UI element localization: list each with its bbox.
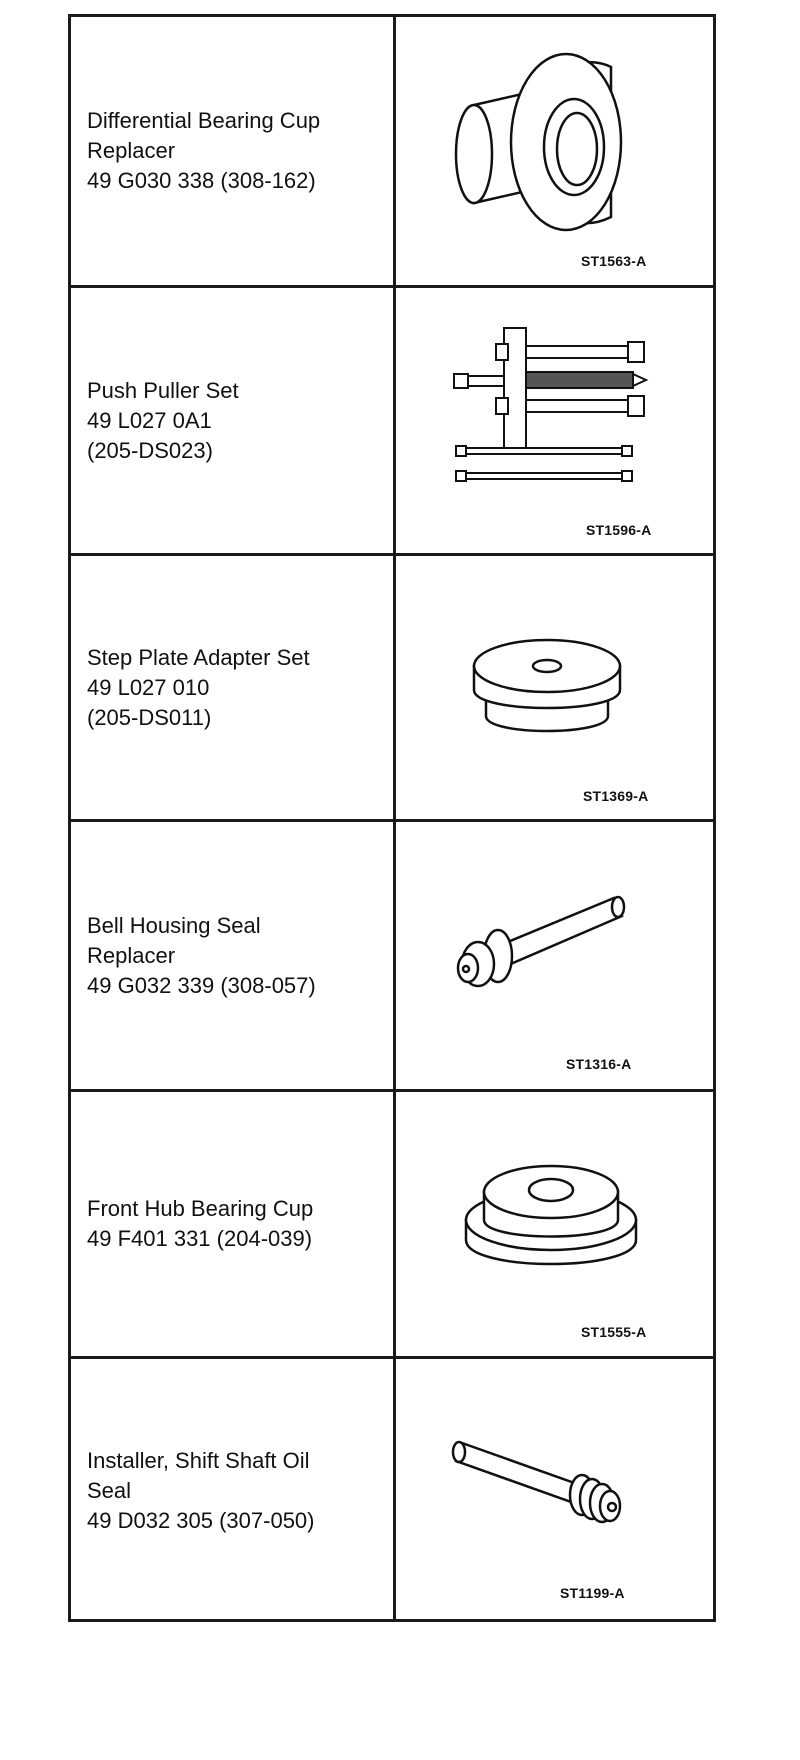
- tool-number: 49 L027 0A1: [87, 407, 212, 433]
- tool-illustration-cell: [396, 822, 713, 1089]
- oil-seal-installer-icon: [396, 1359, 713, 1619]
- tool-description: [87, 911, 316, 1001]
- tool-name-line: Differential Bearing Cup: [87, 108, 321, 133]
- tool-illustration-cell: [396, 1092, 713, 1356]
- tool-name-line: Replacer: [87, 138, 176, 163]
- illustration-code: ST1316-A: [566, 1056, 632, 1072]
- tool-description-cell: [71, 1359, 396, 1622]
- tool-description: [87, 1446, 315, 1536]
- tool-description-cell: [71, 1092, 396, 1356]
- step-plate-adapter-icon: [396, 556, 713, 819]
- tool-number-ref: (205-DS023): [87, 437, 213, 463]
- tool-number-ref: (205-DS011): [87, 704, 212, 730]
- tool-illustration-cell: [396, 1359, 713, 1622]
- hub-bearing-cup-icon: [396, 1092, 713, 1356]
- tool-number: 49 L027 010: [87, 674, 210, 700]
- tool-row: [71, 17, 713, 288]
- tool-description-cell: [71, 17, 396, 285]
- push-puller-set-icon: [396, 288, 713, 553]
- tool-name-line: Step Plate Adapter Set: [87, 644, 310, 670]
- tool-number: 49 G032 339 (308-057): [87, 972, 316, 998]
- tool-illustration-cell: [396, 17, 713, 285]
- tool-illustration-cell: [396, 288, 713, 553]
- tool-number: 49 D032 305 (307-050): [87, 1507, 315, 1533]
- illustration-code: ST1596-A: [586, 522, 652, 538]
- tool-row: [71, 288, 713, 556]
- tool-description: [87, 1194, 313, 1254]
- tool-name-line: Push Puller Set: [87, 377, 239, 403]
- illustration-code: ST1199-A: [560, 1585, 625, 1601]
- tool-row: [71, 556, 713, 822]
- tool-description: [87, 643, 310, 733]
- tool-description: [87, 106, 320, 196]
- special-tools-table: [68, 14, 716, 1622]
- illustration-code: ST1555-A: [581, 1324, 647, 1340]
- tool-description: [87, 376, 239, 466]
- tool-row: [71, 1092, 713, 1359]
- tool-name-line: Replacer: [87, 942, 176, 968]
- tool-row: [71, 1359, 713, 1622]
- tool-description-cell: [71, 288, 396, 553]
- tool-name-line: Front Hub Bearing Cup: [87, 1196, 314, 1221]
- illustration-code: ST1563-A: [581, 253, 647, 269]
- tool-name-line: Installer, Shift Shaft Oil: [87, 1447, 310, 1473]
- tool-illustration-cell: [396, 556, 713, 819]
- seal-replacer-icon: [396, 822, 713, 1089]
- tool-description-cell: [71, 822, 396, 1089]
- tool-number: 49 G030 338 (308-162): [87, 168, 316, 193]
- tool-row: [71, 822, 713, 1092]
- tool-name-line: Seal: [87, 1477, 132, 1503]
- illustration-code: ST1369-A: [583, 788, 649, 804]
- tool-description-cell: [71, 556, 396, 819]
- tool-number: 49 F401 331 (204-039): [87, 1226, 313, 1251]
- bearing-cup-replacer-icon: [396, 17, 713, 285]
- tool-name-line: Bell Housing Seal: [87, 912, 261, 938]
